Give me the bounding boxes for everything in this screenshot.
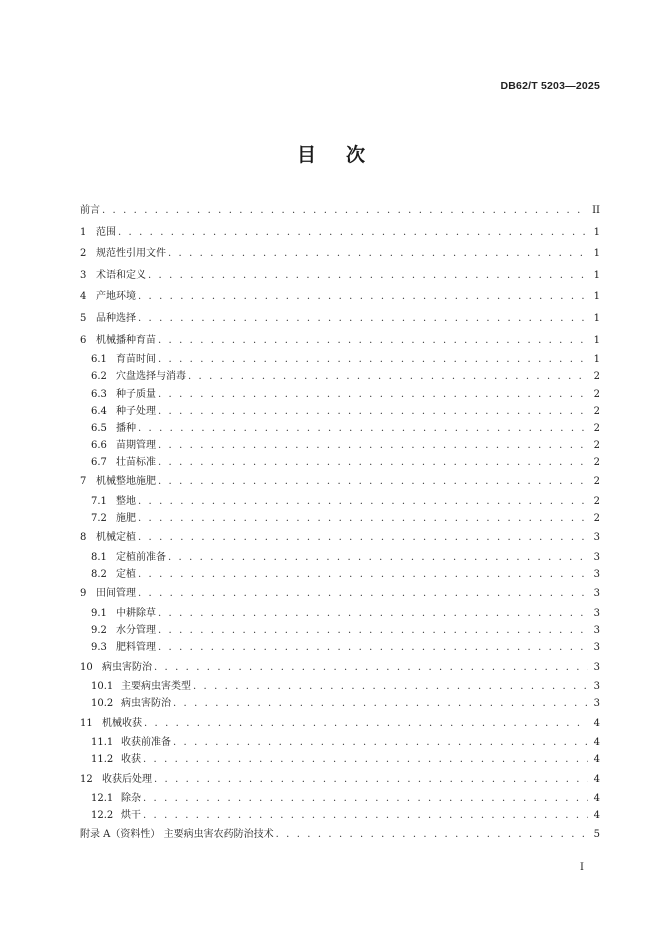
toc-entry-title: 壮苗标准	[116, 457, 156, 469]
toc-dot-leader	[102, 200, 588, 222]
toc-dot-leader	[143, 751, 588, 768]
toc-entry[interactable]	[80, 807, 600, 824]
toc-entry-page: 1	[593, 248, 600, 260]
toc-dot-leader	[158, 351, 588, 368]
toc-entry-title: 机械整地施肥	[96, 476, 156, 488]
toc-dot-leader	[158, 605, 588, 622]
toc-entry-title: 田间管理	[96, 588, 136, 600]
toc-entry-number: 8.2	[91, 569, 107, 581]
toc-entry[interactable]	[80, 769, 600, 791]
toc-entry-title: 收获前准备	[121, 737, 171, 749]
toc-dot-leader	[138, 510, 588, 527]
toc-entry-number: 6.6	[91, 440, 107, 452]
toc-entry-page: 2	[593, 440, 600, 452]
toc-entry-page: 3	[593, 625, 600, 637]
toc-dot-leader	[138, 493, 588, 510]
toc-entry-number: 9.2	[91, 625, 107, 637]
toc-entry[interactable]	[80, 471, 600, 493]
toc-entry-number: 1	[80, 226, 87, 238]
toc-dot-leader	[158, 403, 588, 420]
toc-dot-leader	[138, 308, 588, 330]
toc-entry-title: 种子处理	[116, 405, 156, 417]
toc-entry-number: 11.2	[91, 754, 114, 766]
toc-entry[interactable]	[80, 222, 600, 244]
toc-entry[interactable]	[80, 549, 600, 566]
toc-entry-page: 3	[593, 681, 600, 693]
toc-entry-number: 7.2	[91, 513, 107, 525]
toc-entry-number: 4	[80, 291, 87, 303]
toc-entry-title: 整地	[116, 496, 136, 508]
toc-entry-page: 2	[593, 513, 600, 525]
toc-entry-page: 3	[593, 642, 600, 654]
toc-entry-title: 育苗时间	[116, 354, 156, 366]
toc-dot-leader	[154, 657, 588, 679]
toc-entry-page: 3	[593, 607, 600, 619]
toc-entry-title: 品种选择	[96, 312, 136, 324]
toc-entry[interactable]	[80, 695, 600, 712]
toc-entry-page: 4	[593, 773, 600, 785]
toc-entry[interactable]	[80, 420, 600, 437]
toc-entry[interactable]	[80, 622, 600, 639]
toc-entry-number: 9.3	[91, 642, 107, 654]
toc-entry-page: 3	[593, 569, 600, 581]
toc-entry-title: 定植	[116, 569, 136, 581]
toc-entry-page: 1	[593, 269, 600, 281]
toc-dot-leader	[193, 678, 588, 695]
toc-entry-number: 8.1	[91, 552, 107, 564]
toc-entry-title: 水分管理	[116, 625, 156, 637]
toc-entry-page: 2	[593, 371, 600, 383]
toc-entry[interactable]	[80, 200, 600, 222]
toc-dot-leader	[118, 222, 588, 244]
toc-entry-number: 10.1	[91, 681, 114, 693]
toc-entry-number: 2	[80, 248, 87, 260]
toc-dot-leader	[158, 622, 588, 639]
toc-entry-page: 1	[593, 312, 600, 324]
toc-dot-leader	[138, 527, 588, 549]
toc-entry-page: 3	[593, 588, 600, 600]
toc-entry-number: 7	[80, 476, 87, 488]
toc-entry-title: 前言	[80, 205, 100, 216]
toc-entry-page: 4	[593, 737, 600, 749]
toc-dot-leader	[154, 769, 588, 791]
toc-entry-page: 2	[593, 476, 600, 488]
toc-entry[interactable]	[80, 790, 600, 807]
toc-entry-number: 6.5	[91, 422, 107, 434]
toc-entry-number: 6.2	[91, 371, 107, 383]
document-code: DB62/T 5203—2025	[500, 80, 600, 92]
toc-entry-page: 3	[593, 661, 600, 673]
toc-dot-leader	[138, 583, 588, 605]
toc-dot-leader	[143, 790, 588, 807]
toc-entry[interactable]	[80, 734, 600, 751]
toc-entry[interactable]	[80, 308, 600, 330]
toc-entry-number: 7.1	[91, 496, 107, 508]
toc-entry[interactable]	[80, 265, 600, 287]
toc-entry-number: 5	[80, 312, 87, 324]
toc-entry[interactable]	[80, 510, 600, 527]
page-number: I	[580, 862, 584, 873]
toc-entry[interactable]	[80, 566, 600, 583]
toc-dot-leader	[144, 713, 588, 735]
toc-entry[interactable]	[80, 351, 600, 368]
toc-entry-title: 施肥	[116, 513, 136, 525]
toc-entry-page: 4	[593, 754, 600, 766]
toc-entry-page: 3	[593, 552, 600, 564]
toc-dot-leader	[158, 639, 588, 656]
toc-entry-title: 播种	[116, 422, 136, 434]
toc-entry-title: 产地环境	[96, 291, 136, 303]
toc-entry[interactable]	[80, 368, 600, 385]
toc-entry[interactable]	[80, 713, 600, 735]
toc-dot-leader	[158, 330, 588, 352]
toc-entry-number: 3	[80, 269, 87, 281]
toc-entry[interactable]	[80, 454, 600, 471]
toc-entry[interactable]	[80, 330, 600, 352]
toc-dot-leader	[158, 437, 588, 454]
toc-entry-number: 9	[80, 588, 87, 600]
toc-entry[interactable]	[80, 751, 600, 768]
toc-entry[interactable]	[80, 493, 600, 510]
table-of-contents	[80, 200, 600, 846]
toc-entry-page: 2	[593, 388, 600, 400]
toc-entry-page: 3	[593, 698, 600, 710]
toc-entry-number: 6.1	[91, 354, 107, 366]
toc-entry-page: 5	[593, 829, 600, 841]
toc-entry-page: 1	[593, 354, 600, 366]
toc-entry-number: 10	[80, 661, 93, 673]
toc-entry-page: 2	[593, 457, 600, 469]
toc-title: 目次	[296, 144, 395, 166]
toc-entry-page: 4	[593, 793, 600, 805]
toc-entry-title: 除杂	[121, 793, 141, 805]
toc-entry-number: 9.1	[91, 607, 107, 619]
toc-entry-title: 机械播种育苗	[96, 334, 156, 346]
toc-entry-number: 6.3	[91, 388, 107, 400]
toc-entry-title: 种子质量	[116, 388, 156, 400]
toc-entry[interactable]	[80, 437, 600, 454]
toc-entry[interactable]	[80, 386, 600, 403]
toc-entry-title: 规范性引用文件	[96, 248, 166, 260]
toc-entry-title: 收获后处理	[102, 773, 152, 785]
toc-entry-title: 病虫害防治	[121, 698, 171, 710]
toc-entry-title: 中耕除草	[116, 607, 156, 619]
toc-dot-leader	[138, 420, 588, 437]
toc-entry-page: 2	[593, 405, 600, 417]
toc-entry[interactable]	[80, 527, 600, 549]
toc-entry[interactable]	[80, 639, 600, 656]
toc-entry-title: 主要病虫害类型	[121, 681, 191, 693]
toc-entry-number: 11	[80, 717, 93, 729]
toc-entry[interactable]	[80, 286, 600, 308]
toc-entry-number: 11.1	[91, 737, 114, 749]
toc-entry-page: 4	[593, 717, 600, 729]
toc-entry[interactable]	[80, 605, 600, 622]
toc-entry-number: 10.2	[91, 698, 114, 710]
toc-entry-title: 附录 A（资料性） 主要病虫害农药防治技术	[80, 829, 274, 841]
toc-entry-title: 定植前准备	[116, 552, 166, 564]
toc-entry[interactable]	[80, 243, 600, 265]
toc-entry-title: 苗期管理	[116, 440, 156, 452]
toc-dot-leader	[173, 695, 588, 712]
toc-entry-title: 烘干	[121, 810, 141, 822]
toc-dot-leader	[168, 549, 588, 566]
toc-entry-title: 收获	[121, 754, 141, 766]
toc-entry-number: 8	[80, 532, 87, 544]
toc-dot-leader	[276, 824, 588, 846]
toc-entry-number: 12.1	[91, 793, 114, 805]
toc-dot-leader	[143, 807, 588, 824]
toc-dot-leader	[173, 734, 588, 751]
toc-entry-title: 机械定植	[96, 532, 136, 544]
toc-entry[interactable]	[80, 678, 600, 695]
toc-entry-title: 机械收获	[102, 717, 142, 729]
toc-entry-number: 6	[80, 334, 87, 346]
toc-entry-page: 1	[593, 334, 600, 346]
toc-entry-page: 2	[593, 496, 600, 508]
toc-entry-page: 1	[593, 226, 600, 238]
toc-entry-number: 12.2	[91, 810, 114, 822]
toc-entry-title: 术语和定义	[96, 269, 146, 281]
toc-entry-title: 病虫害防治	[102, 661, 152, 673]
toc-entry-number: 6.7	[91, 457, 107, 469]
toc-entry-page: 3	[593, 532, 600, 544]
toc-entry-page: 1	[593, 291, 600, 303]
toc-dot-leader	[158, 454, 588, 471]
toc-entry-title: 穴盘选择与消毒	[116, 371, 186, 383]
toc-entry-title: 范围	[96, 226, 116, 238]
toc-entry-number: 12	[80, 773, 93, 785]
toc-entry[interactable]	[80, 403, 600, 420]
toc-dot-leader	[158, 386, 588, 403]
toc-entry[interactable]	[80, 583, 600, 605]
toc-entry-page: 2	[593, 422, 600, 434]
toc-dot-leader	[138, 286, 588, 308]
toc-dot-leader	[148, 265, 588, 287]
toc-entry-page: 4	[593, 810, 600, 822]
toc-entry-page: II	[592, 205, 600, 216]
toc-dot-leader	[158, 471, 588, 493]
toc-dot-leader	[188, 368, 588, 385]
toc-entry[interactable]	[80, 657, 600, 679]
toc-dot-leader	[138, 566, 588, 583]
toc-dot-leader	[168, 243, 588, 265]
toc-entry-title: 肥料管理	[116, 642, 156, 654]
toc-entry[interactable]	[80, 824, 600, 846]
toc-entry-number: 6.4	[91, 405, 107, 417]
